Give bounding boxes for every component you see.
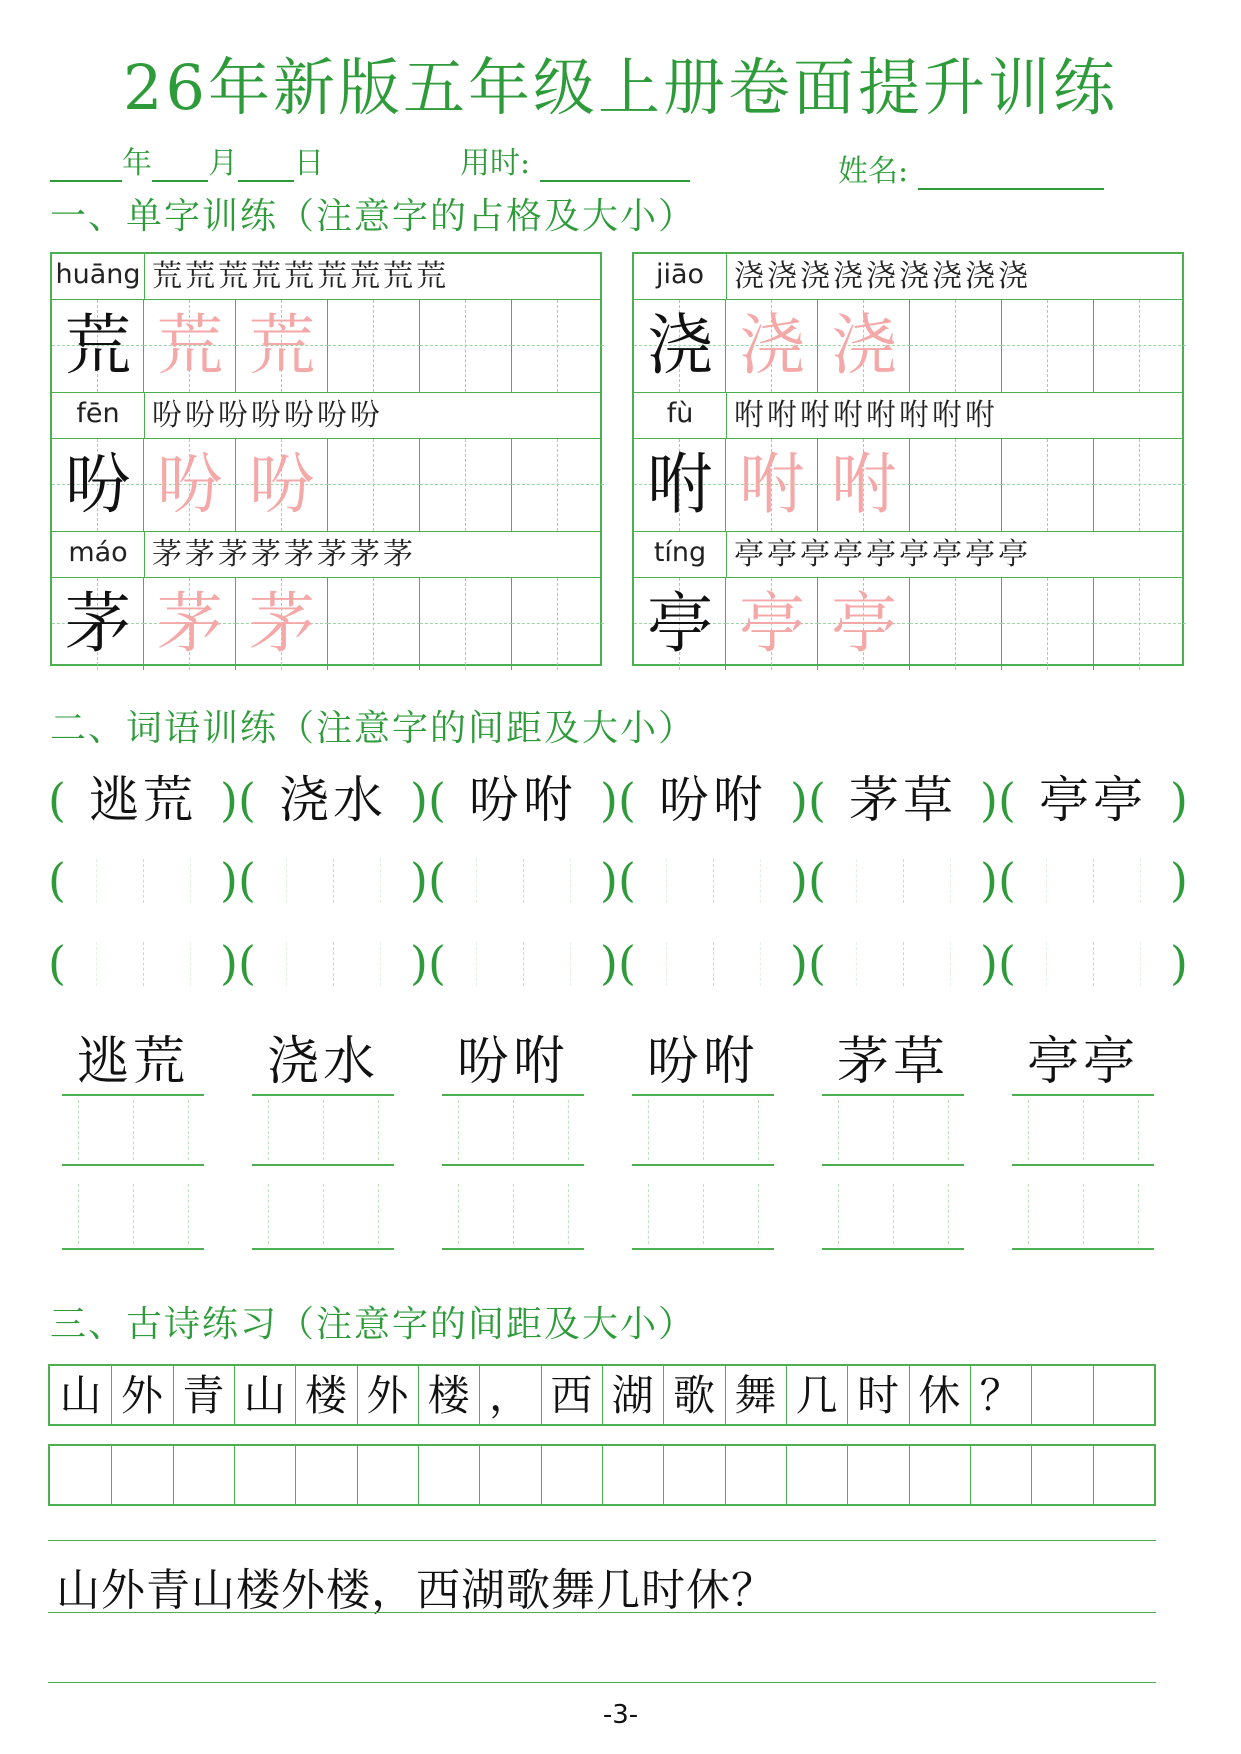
poem-blank-cell[interactable] (847, 1446, 909, 1504)
blank-cell[interactable] (512, 578, 600, 670)
word-column (252, 1030, 394, 1096)
trace-cell (144, 300, 236, 392)
poem-model-cell: 楼 (418, 1366, 480, 1424)
stroke-order: 荒荒荒荒荒荒荒荒荒 (152, 259, 449, 294)
word-line-blank[interactable] (1012, 1096, 1154, 1166)
word-column (62, 1030, 204, 1096)
blank-cell[interactable] (512, 439, 600, 531)
word-box: ( 浇水 ) (238, 765, 428, 835)
word-blank-box[interactable]: ( ) (428, 936, 618, 990)
model-char: 荒 (65, 307, 131, 384)
section3-heading: 三、古诗练习（注意字的间距及大小） (50, 1304, 697, 1345)
word-line-blank[interactable] (632, 1180, 774, 1250)
model-cell (634, 300, 726, 392)
trace-cell (236, 578, 328, 670)
pinyin: jiāo (634, 254, 727, 299)
stroke-order: 亭亭亭亭亭亭亭亭亭 (734, 537, 1031, 572)
time-field[interactable]: 用时: (460, 138, 690, 182)
poem-blank-cell[interactable] (786, 1446, 848, 1504)
word-blank-box[interactable]: ( ) (618, 936, 808, 990)
trace-char: 茅 (157, 585, 223, 662)
word-blank-box[interactable]: ( ) (428, 853, 618, 907)
poem-line-bottom[interactable] (48, 1682, 1156, 1683)
blank-cell[interactable] (328, 439, 420, 531)
poem-blank-cell[interactable] (725, 1446, 787, 1504)
stroke-order: 吩吩吩吩吩吩吩 (152, 398, 383, 433)
model-char: 咐 (647, 446, 713, 523)
poem-blank-cell[interactable] (234, 1446, 296, 1504)
model-cell (52, 300, 144, 392)
word-line-blank[interactable] (1012, 1180, 1154, 1250)
word-blank-box[interactable]: ( ) (238, 936, 428, 990)
word: 茅草 (849, 771, 957, 829)
name-field[interactable]: 姓名: (838, 146, 1104, 190)
blank-cell[interactable] (1002, 578, 1094, 670)
poem-model-cell: 外 (357, 1366, 419, 1424)
blank-cell[interactable] (420, 439, 512, 531)
poem-blank-cell[interactable] (418, 1446, 480, 1504)
trace-char: 浇 (739, 307, 805, 384)
word-line-blank[interactable] (62, 1180, 204, 1250)
word-blank-box[interactable]: ( ) (808, 936, 998, 990)
trace-cell (726, 578, 818, 670)
pinyin: tíng (634, 532, 727, 577)
poem-grid-blank (48, 1444, 1156, 1506)
word-blank-row (48, 845, 1188, 915)
stroke-order: 茅茅茅茅茅茅茅茅 (152, 537, 416, 572)
poem-model-cell: 楼 (295, 1366, 357, 1424)
pinyin-row (634, 532, 1182, 578)
model-cell (634, 578, 726, 670)
trace-char: 咐 (739, 446, 805, 523)
blank-cell[interactable] (1094, 439, 1182, 531)
poem-model-cell: 休 (909, 1366, 971, 1424)
word-box: ( 吩咐 ) (618, 765, 808, 835)
trace-char: 茅 (249, 585, 315, 662)
word: 吩咐 (442, 1030, 584, 1096)
word-blank-box[interactable]: ( ) (48, 936, 238, 990)
word: 逃荒 (89, 771, 197, 829)
model-char: 亭 (647, 585, 713, 662)
word: 浇水 (252, 1030, 394, 1096)
practice-row (52, 578, 600, 670)
poem-model-cell: 几 (786, 1366, 848, 1424)
word-box: ( 亭亭 ) (998, 765, 1188, 835)
word-line-blank[interactable] (632, 1096, 774, 1166)
word-column (632, 1030, 774, 1096)
practice-row (52, 300, 600, 393)
word-line-blank[interactable] (252, 1096, 394, 1166)
model-char: 吩 (65, 446, 131, 523)
poem-model-cell: 西 (541, 1366, 603, 1424)
word-blank-box[interactable]: ( ) (238, 853, 428, 907)
trace-cell (818, 300, 910, 392)
poem-model-cell: 外 (111, 1366, 173, 1424)
word-line-blank[interactable] (442, 1096, 584, 1166)
trace-cell (726, 439, 818, 531)
word: 吩咐 (469, 771, 577, 829)
poem-blank-cell[interactable] (1031, 1446, 1093, 1504)
pinyin: huāng (52, 254, 145, 299)
model-cell (52, 439, 144, 531)
model-cell (52, 578, 144, 670)
word-blank-box[interactable]: ( ) (998, 853, 1188, 907)
word-blank-box[interactable]: ( ) (48, 853, 238, 907)
word-box: ( 吩咐 ) (428, 765, 618, 835)
poem-model-cell: 舞 (725, 1366, 787, 1424)
word-line-blank[interactable] (442, 1180, 584, 1250)
practice-row (634, 439, 1182, 532)
word-box: ( 逃荒 ) (48, 765, 238, 835)
poem-blank-cell[interactable] (173, 1446, 235, 1504)
poem-blank-cell[interactable] (909, 1446, 971, 1504)
trace-char: 荒 (157, 307, 223, 384)
word: 吩咐 (659, 771, 767, 829)
blank-cell[interactable] (512, 300, 600, 392)
poem-blank-cell[interactable] (602, 1446, 664, 1504)
trace-char: 荒 (249, 307, 315, 384)
word-blank-box[interactable]: ( ) (808, 853, 998, 907)
poem-blank-cell[interactable] (479, 1446, 541, 1504)
model-char: 浇 (647, 307, 713, 384)
word: 茅草 (822, 1030, 964, 1096)
char-panel-left (50, 252, 602, 666)
word-model-row (48, 765, 1188, 835)
poem-blank-cell[interactable] (295, 1446, 357, 1504)
blank-cell[interactable] (910, 578, 1002, 670)
page-number: -3- (602, 1700, 639, 1730)
word-line-blank[interactable] (822, 1096, 964, 1166)
word-blank-box[interactable]: ( ) (998, 936, 1188, 990)
poem-model-cell: ， (479, 1366, 541, 1424)
poem-blank-cell[interactable] (541, 1446, 603, 1504)
poem-line-mid (48, 1612, 1156, 1613)
date-field[interactable]: 年 月 日 (50, 138, 324, 182)
pinyin: fēn (52, 393, 145, 438)
word-box: ( 茅草 ) (808, 765, 998, 835)
poem-model-cell: 湖 (602, 1366, 664, 1424)
blank-cell[interactable] (328, 300, 420, 392)
blank-cell[interactable] (1094, 300, 1182, 392)
pinyin-row (52, 393, 600, 439)
section2-heading: 二、词语训练（注意字的间距及大小） (50, 708, 697, 749)
poem-model-cell: 时 (847, 1366, 909, 1424)
blank-cell[interactable] (910, 300, 1002, 392)
blank-cell[interactable] (1002, 439, 1094, 531)
word-line-blank[interactable] (252, 1180, 394, 1250)
blank-cell[interactable] (1002, 300, 1094, 392)
poem-blank-cell[interactable] (970, 1446, 1032, 1504)
poem-blank-cell[interactable] (111, 1446, 173, 1504)
blank-cell[interactable] (328, 578, 420, 670)
char-panel-right (632, 252, 1184, 666)
page-title: 26年新版五年级上册卷面提升训练 (123, 51, 1118, 124)
practice-row (634, 578, 1182, 670)
poem-model-cell (1031, 1366, 1093, 1424)
poem-line-top (48, 1540, 1156, 1541)
poem-model-cell: 山 (50, 1366, 112, 1424)
model-cell (634, 439, 726, 531)
poem-model-cell (1093, 1366, 1154, 1424)
word-blank-row (48, 928, 1188, 998)
trace-cell (144, 439, 236, 531)
word-column (1012, 1030, 1154, 1096)
trace-char: 吩 (157, 446, 223, 523)
trace-char: 亭 (831, 585, 897, 662)
trace-cell (818, 439, 910, 531)
trace-cell (726, 300, 818, 392)
word-line-blank[interactable] (822, 1180, 964, 1250)
trace-char: 吩 (249, 446, 315, 523)
blank-cell[interactable] (1094, 578, 1182, 670)
trace-cell (236, 439, 328, 531)
poem-blank-cell[interactable] (663, 1446, 725, 1504)
pinyin-row (634, 393, 1182, 439)
word: 浇水 (279, 771, 387, 829)
blank-cell[interactable] (910, 439, 1002, 531)
model-char: 茅 (65, 585, 131, 662)
pinyin-row (634, 254, 1182, 300)
word: 吩咐 (632, 1030, 774, 1096)
pinyin-row (52, 254, 600, 300)
stroke-order: 浇浇浇浇浇浇浇浇浇 (734, 259, 1031, 294)
trace-cell (236, 300, 328, 392)
poem-blank-cell[interactable] (50, 1446, 112, 1504)
pinyin: fù (634, 393, 727, 438)
poem-model-cell: 山 (234, 1366, 296, 1424)
poem-blank-cell[interactable] (1093, 1446, 1154, 1504)
section1-heading: 一、单字训练（注意字的占格及大小） (50, 196, 697, 237)
practice-row (52, 439, 600, 532)
trace-char: 亭 (739, 585, 805, 662)
poem-model-cell: 歌 (663, 1366, 725, 1424)
poem-line-text: 山外青山楼外楼，西湖歌舞几时休？ (56, 1565, 776, 1616)
trace-cell (818, 578, 910, 670)
trace-char: 咐 (831, 446, 897, 523)
trace-char: 浇 (831, 307, 897, 384)
blank-cell[interactable] (420, 578, 512, 670)
word-line-blank[interactable] (62, 1096, 204, 1166)
pinyin-row (52, 532, 600, 578)
word-column (822, 1030, 964, 1096)
word-column (442, 1030, 584, 1096)
trace-cell (144, 578, 236, 670)
poem-model-cell: ？ (970, 1366, 1032, 1424)
poem-grid-model (48, 1364, 1156, 1426)
word-blank-box[interactable]: ( ) (618, 853, 808, 907)
poem-model-cell: 青 (173, 1366, 235, 1424)
practice-row (634, 300, 1182, 393)
word: 逃荒 (62, 1030, 204, 1096)
word: 亭亭 (1012, 1030, 1154, 1096)
stroke-order: 咐咐咐咐咐咐咐咐 (734, 398, 998, 433)
pinyin: máo (52, 532, 145, 577)
word: 亭亭 (1039, 771, 1147, 829)
poem-blank-cell[interactable] (357, 1446, 419, 1504)
blank-cell[interactable] (420, 300, 512, 392)
